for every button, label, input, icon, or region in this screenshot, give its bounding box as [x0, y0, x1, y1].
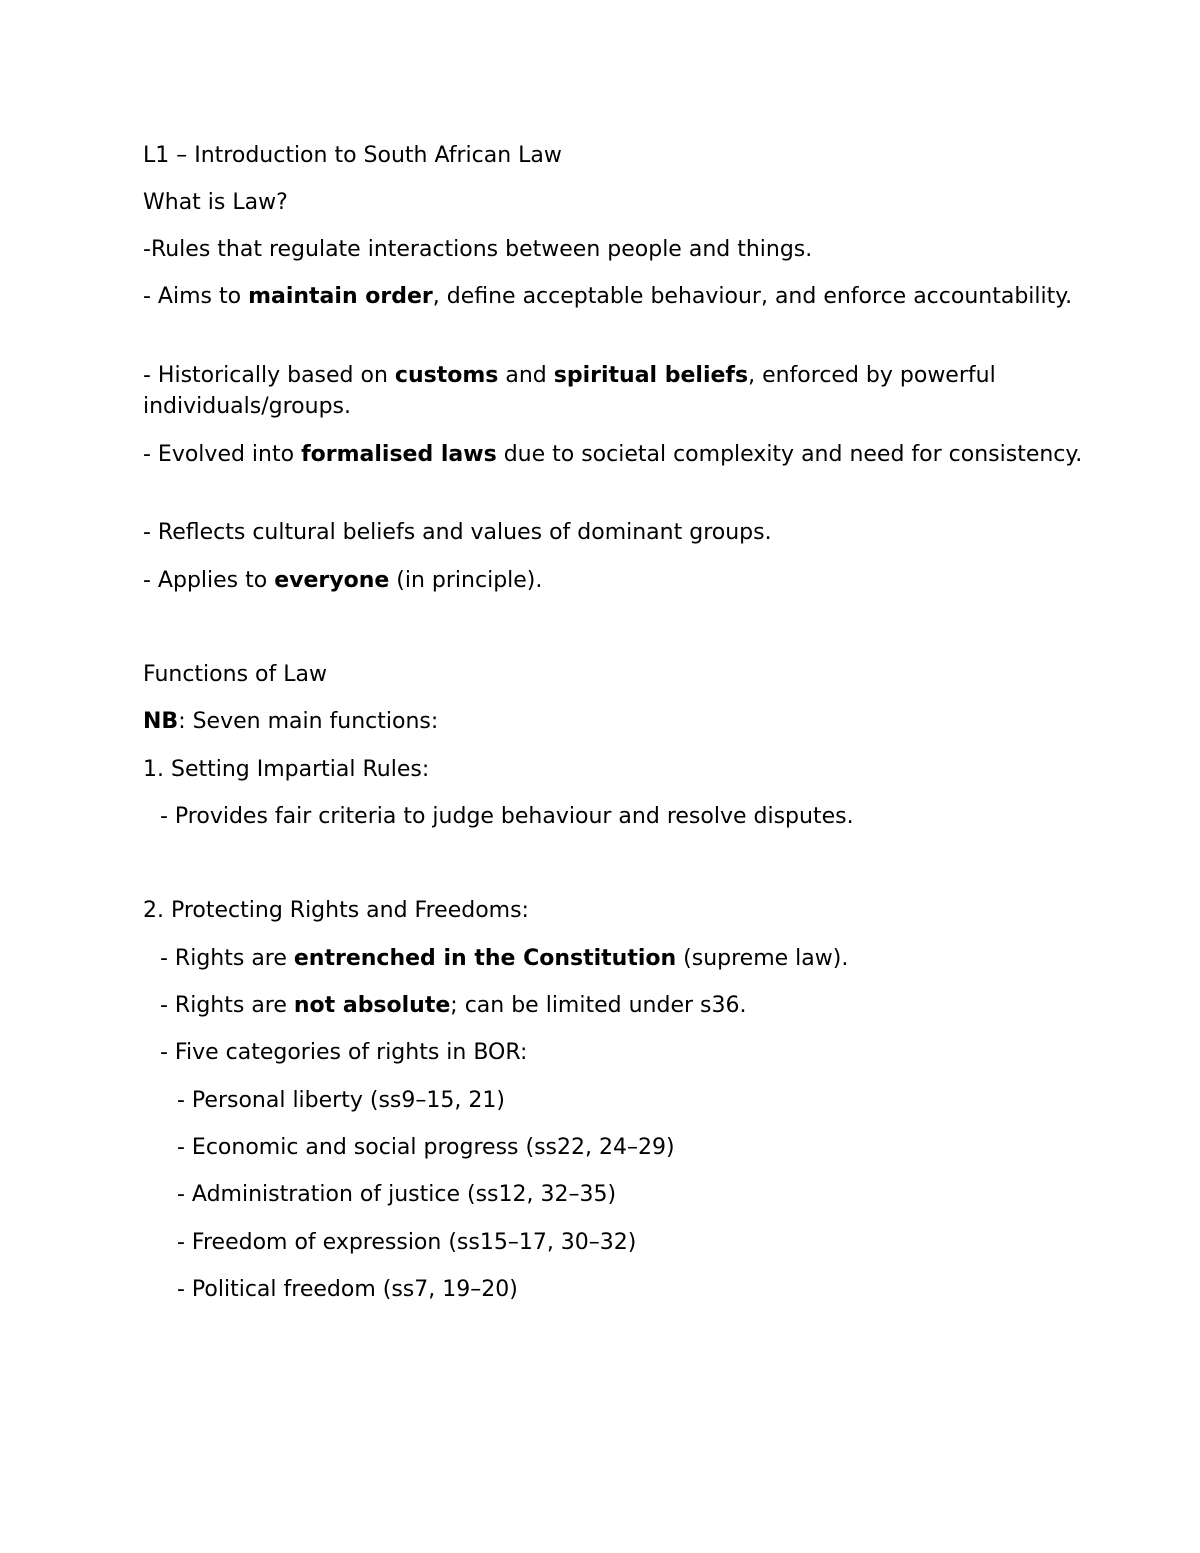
function-2-title: 2. Protecting Rights and Freedoms:: [143, 898, 529, 923]
bold-maintain-order: maintain order: [248, 284, 433, 309]
function-2-detail-categories: - Five categories of rights in BOR:: [160, 1040, 528, 1065]
section-heading-functions-of-law: Functions of Law: [143, 662, 327, 687]
rights-category-item: - Freedom of expression (ss15–17, 30–32): [177, 1230, 637, 1255]
bold-nb: NB: [143, 709, 179, 734]
section-heading-what-is-law: What is Law?: [143, 190, 288, 215]
paragraph-reflects: - Reflects cultural beliefs and values of dominant groups.: [143, 520, 772, 545]
rights-category-item: - Administration of justice (ss12, 32–35): [177, 1182, 617, 1207]
bold-entrenched-in-constitution: entrenched in the Constitution: [293, 946, 677, 971]
document-title: L1 – Introduction to South African Law: [143, 143, 562, 168]
bold-spiritual-beliefs: spiritual beliefs: [553, 363, 749, 388]
rights-category-item: - Economic and social progress (ss22, 24–29): [177, 1135, 675, 1160]
function-1-detail: - Provides fair criteria to judge behaviour and resolve disputes.: [160, 804, 854, 829]
paragraph-nb: NB: Seven main functions:: [143, 709, 439, 734]
paragraph-applies: - Applies to everyone (in principle).: [143, 568, 543, 593]
function-2-detail-not-absolute: - Rights are not absolute; can be limited under s36.: [160, 993, 747, 1018]
bold-formalised-laws: formalised laws: [301, 442, 497, 467]
paragraph-rules: -Rules that regulate interactions between people and things.: [143, 237, 813, 262]
rights-category-item: - Political freedom (ss7, 19–20): [177, 1277, 518, 1302]
function-2-detail-entrenched: - Rights are entrenched in the Constitution (supreme law).: [160, 946, 849, 971]
paragraph-evolved: - Evolved into formalised laws due to societal complexity and need for consistency.: [143, 442, 1083, 467]
bold-everyone: everyone: [274, 568, 390, 593]
bold-customs: customs: [394, 363, 499, 388]
paragraph-aims: - Aims to maintain order, define acceptable behaviour, and enforce accountability.: [143, 284, 1073, 309]
rights-category-item: - Personal liberty (ss9–15, 21): [177, 1088, 505, 1113]
paragraph-historically: - Historically based on customs and spiritual beliefs, enforced by powerful individuals/groups.: [143, 363, 996, 419]
bold-not-absolute: not absolute: [293, 993, 451, 1018]
function-1-title: 1. Setting Impartial Rules:: [143, 757, 430, 782]
